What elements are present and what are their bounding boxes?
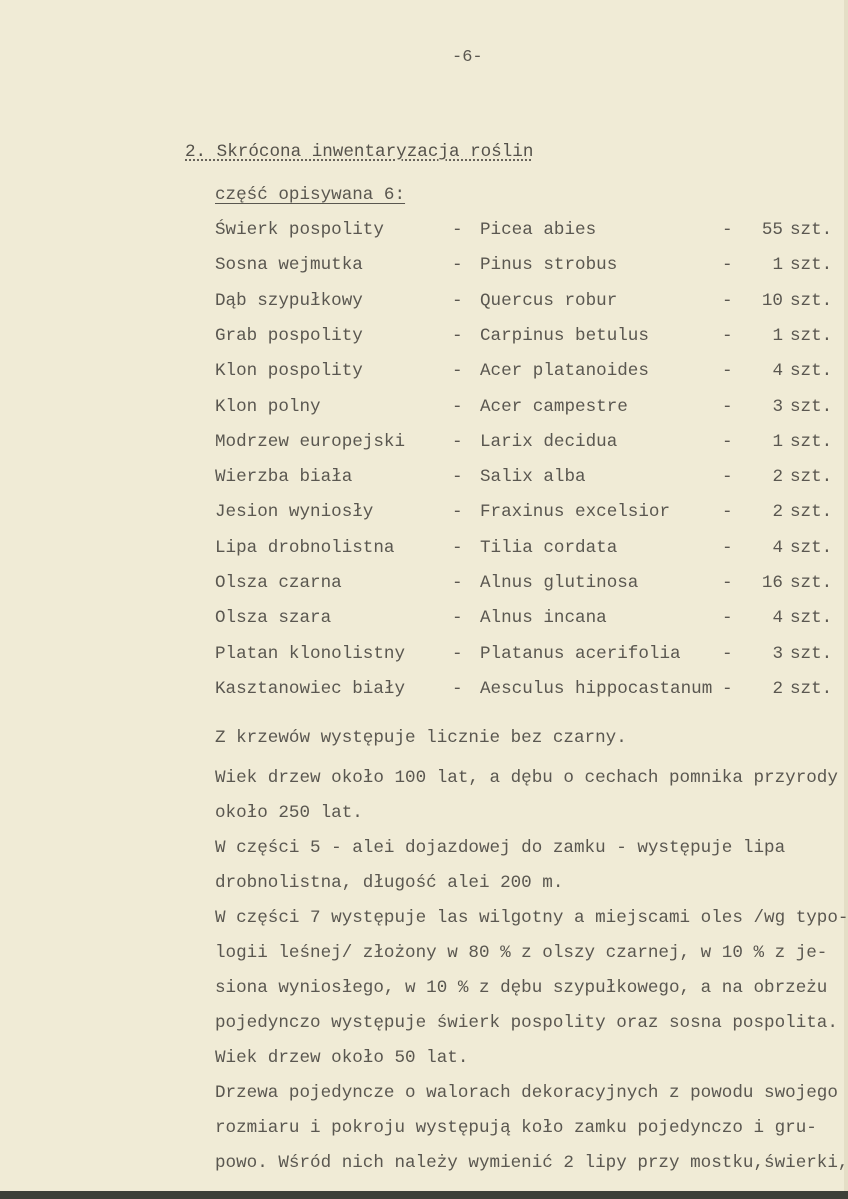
latin-name: Aesculus hippocastanum	[480, 678, 713, 699]
dash: -	[722, 325, 733, 346]
polish-name: Kasztanowiec biały	[215, 678, 406, 699]
dash: -	[722, 396, 733, 417]
polish-name: Klon pospolity	[215, 361, 363, 382]
dash: -	[722, 608, 733, 629]
page-number: -6-	[452, 48, 483, 67]
latin-name: Acer campestre	[480, 396, 628, 417]
polish-name: Świerk pospolity	[215, 220, 384, 240]
count: 4	[772, 537, 783, 558]
count: 3	[772, 643, 783, 664]
dash: -	[722, 537, 733, 558]
latin-name: Salix alba	[480, 467, 586, 488]
dash: -	[452, 608, 463, 629]
dash: -	[452, 678, 463, 699]
table-row	[0, 467, 848, 489]
unit: szt.	[790, 608, 833, 629]
polish-name: Sosna wejmutka	[215, 255, 363, 276]
dash: -	[452, 502, 463, 523]
unit: szt.	[790, 361, 833, 382]
polish-name: Wierzba biała	[215, 467, 353, 488]
text-line: W części 5 - alei dojazdowej do zamku - występuje lipa	[215, 838, 786, 858]
text-line: pojedynczo występuje świerk pospolity oraz sosna pospolita.	[215, 1013, 838, 1033]
dash: -	[722, 290, 733, 311]
subheading: część opisywana 6:	[215, 185, 406, 205]
polish-name: Klon polny	[215, 396, 321, 417]
table-row	[0, 397, 848, 419]
dash: -	[452, 396, 463, 417]
count: 16	[761, 573, 783, 593]
table-row	[0, 291, 848, 313]
dash: -	[452, 255, 463, 276]
latin-name: Tilia cordata	[480, 537, 618, 558]
unit: szt.	[790, 290, 833, 311]
count: 2	[772, 502, 783, 523]
polish-name: Grab pospolity	[215, 325, 363, 346]
dash: -	[452, 431, 463, 452]
table-row	[0, 220, 848, 242]
text-line: Z krzewów występuje licznie bez czarny.	[215, 728, 627, 748]
latin-name: Carpinus betulus	[480, 325, 649, 346]
dash: -	[722, 678, 733, 699]
latin-name: Alnus incana	[480, 608, 607, 629]
table-row	[0, 255, 848, 277]
unit: szt.	[790, 502, 833, 523]
text-line: Wiek drzew około 100 lat, a dębu o cechach pomnika przyrody	[215, 768, 838, 788]
unit: szt.	[790, 537, 833, 558]
polish-name: Jesion wyniosły	[215, 502, 374, 523]
dash: -	[452, 220, 463, 240]
dash: -	[722, 220, 733, 240]
dash: -	[452, 643, 463, 664]
table-row	[0, 573, 848, 595]
dash: -	[452, 361, 463, 382]
page-edge	[844, 0, 848, 1191]
polish-name: Olsza czarna	[215, 573, 342, 593]
unit: szt.	[790, 255, 833, 276]
text-line: Drzewa pojedyncze o walorach dekoracyjnych z powodu swojego	[215, 1083, 838, 1103]
unit: szt.	[790, 643, 833, 664]
count: 3	[772, 396, 783, 417]
dash: -	[452, 537, 463, 558]
latin-name: Quercus robur	[480, 290, 618, 311]
polish-name: Platan klonolistny	[215, 643, 406, 664]
table-row	[0, 679, 848, 701]
dash: -	[722, 431, 733, 452]
polish-name: Dąb szypułkowy	[215, 290, 363, 311]
count: 2	[772, 467, 783, 488]
dash: -	[722, 467, 733, 488]
latin-name: Acer platanoides	[480, 361, 649, 382]
dash: -	[452, 467, 463, 488]
unit: szt.	[790, 220, 833, 240]
unit: szt.	[790, 396, 833, 417]
table-row	[0, 361, 848, 383]
polish-name: Modrzew europejski	[215, 431, 406, 452]
count: 1	[772, 431, 783, 452]
dash: -	[452, 290, 463, 311]
latin-name: Platanus acerifolia	[480, 643, 681, 664]
text-line: rozmiaru i pokroju występują koło zamku pojedynczo i gru-	[215, 1118, 817, 1138]
text-line: drobnolistna, długość alei 200 m.	[215, 873, 564, 893]
section-heading: 2. Skrócona inwentaryzacja roślin	[185, 142, 534, 162]
count: 4	[772, 608, 783, 629]
count: 2	[772, 678, 783, 699]
table-row	[0, 326, 848, 348]
text-line: logii leśnej/ złożony w 80 % z olszy czarnej, w 10 % z je-	[215, 943, 828, 963]
dash: -	[722, 255, 733, 276]
latin-name: Picea abies	[480, 220, 597, 240]
latin-name: Larix decidua	[480, 431, 618, 452]
table-row	[0, 502, 848, 524]
table-row	[0, 432, 848, 454]
table-row	[0, 608, 848, 630]
dash: -	[722, 573, 733, 593]
dash: -	[722, 361, 733, 382]
latin-name: Pinus strobus	[480, 255, 618, 276]
unit: szt.	[790, 325, 833, 346]
text-line: powo. Wśród nich należy wymienić 2 lipy przy mostku,świerki,	[215, 1153, 848, 1173]
count: 1	[772, 255, 783, 276]
unit: szt.	[790, 678, 833, 699]
dash: -	[452, 573, 463, 593]
dash: -	[722, 643, 733, 664]
unit: szt.	[790, 431, 833, 452]
count: 1	[772, 325, 783, 346]
unit: szt.	[790, 573, 833, 593]
polish-name: Olsza szara	[215, 608, 332, 629]
text-line: siona wyniosłego, w 10 % z dębu szypułkowego, a na obrzeżu	[215, 978, 828, 998]
text-line: W części 7 występuje las wilgotny a miejscami oles /wg typo-	[215, 908, 848, 928]
latin-name: Alnus glutinosa	[480, 573, 639, 593]
table-row	[0, 538, 848, 560]
latin-name: Fraxinus excelsior	[480, 502, 671, 523]
count: 4	[772, 361, 783, 382]
dash: -	[452, 325, 463, 346]
polish-name: Lipa drobnolistna	[215, 537, 395, 558]
text-line: Wiek drzew około 50 lat.	[215, 1048, 469, 1068]
text-line: około 250 lat.	[215, 803, 363, 823]
dash: -	[722, 502, 733, 523]
unit: szt.	[790, 467, 833, 488]
table-row	[0, 644, 848, 666]
scan-bottom-edge	[0, 1191, 848, 1199]
count: 10	[761, 290, 783, 311]
count: 55	[761, 220, 783, 240]
